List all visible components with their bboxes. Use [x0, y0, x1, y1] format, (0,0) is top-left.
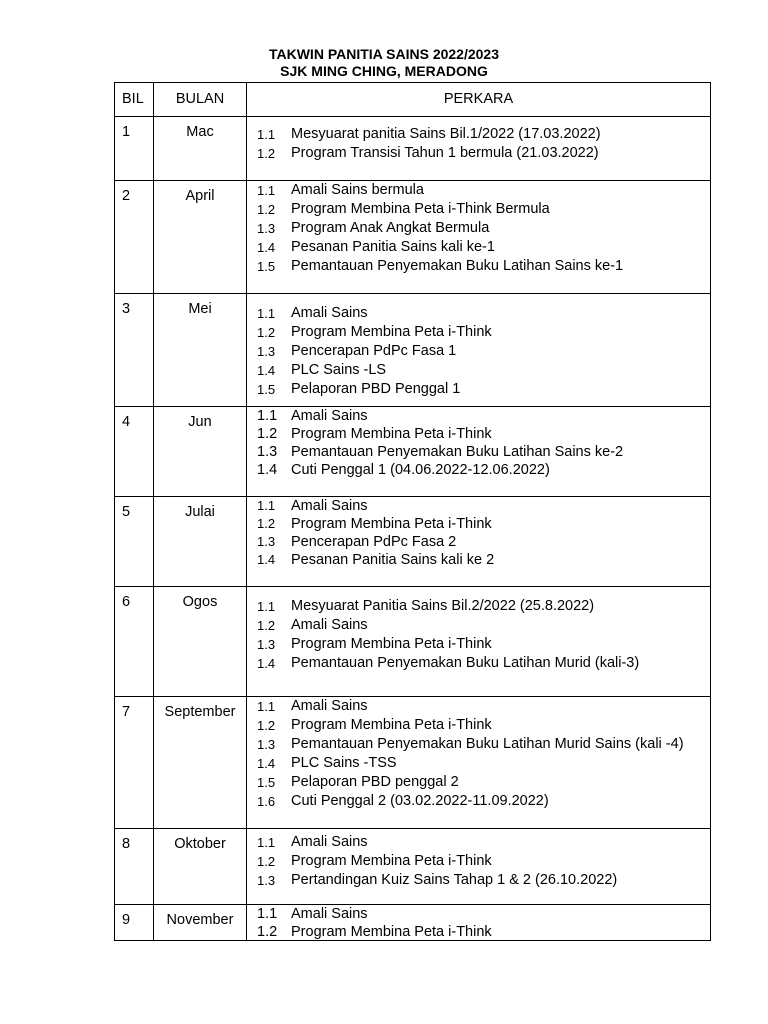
item-number: 1.2 — [257, 325, 276, 340]
item-text: Program Transisi Tahun 1 bermula (21.03.2022) — [291, 145, 599, 161]
item-number: 1.3 — [257, 637, 276, 652]
item-text: Program Membina Peta i-Think — [291, 924, 492, 940]
list-item — [257, 144, 601, 163]
row-perkara — [247, 829, 711, 905]
item-number: 1.2 — [257, 516, 276, 531]
row-bil: 7 — [115, 697, 154, 829]
row-bil: 4 — [115, 407, 154, 497]
list-item — [257, 833, 617, 852]
item-number: 1.2 — [257, 618, 276, 633]
row-bulan: Jun — [154, 407, 247, 497]
row-bil: 6 — [115, 587, 154, 697]
list-item — [257, 852, 617, 871]
list-item — [257, 497, 494, 515]
item-number: 1.4 — [257, 462, 278, 478]
document-subtitle: SJK MING CHING, MERADONG — [280, 63, 488, 79]
row-perkara — [247, 905, 711, 941]
item-number: 1.1 — [257, 183, 276, 198]
item-number: 1.1 — [257, 699, 276, 714]
list-item — [257, 773, 684, 792]
row-perkara — [247, 497, 711, 587]
item-text: Pesanan Panitia Sains kali ke 2 — [291, 552, 495, 568]
row-perkara — [247, 181, 711, 294]
list-item — [257, 616, 639, 635]
item-text: Pencerapan PdPc Fasa 2 — [291, 534, 457, 550]
item-number: 1.4 — [257, 656, 276, 671]
item-number: 1.2 — [257, 426, 278, 442]
header-perkara: PERKARA — [247, 83, 711, 117]
list-item — [257, 654, 639, 673]
list-item — [257, 238, 623, 257]
item-text: Amali Sains — [291, 617, 368, 633]
item-number: 1.2 — [257, 924, 278, 940]
item-text: Program Membina Peta i-Think — [291, 636, 492, 652]
item-text: Program Membina Peta i-Think — [291, 717, 492, 733]
item-number: 1.1 — [257, 835, 276, 850]
item-number: 1.1 — [257, 127, 276, 142]
row-perkara — [247, 117, 711, 181]
perkara-list — [257, 407, 623, 479]
item-text: Amali Sains — [291, 305, 368, 321]
item-number: 1.2 — [257, 854, 276, 869]
row-bil: 3 — [115, 294, 154, 407]
row-bulan: November — [154, 905, 247, 941]
item-number: 1.1 — [257, 408, 278, 424]
perkara-list — [257, 497, 494, 569]
item-text: Cuti Penggal 2 (03.02.2022-11.09.2022) — [291, 793, 549, 809]
list-item — [257, 380, 492, 399]
item-text: Amali Sains — [291, 834, 368, 850]
item-number: 1.3 — [257, 737, 276, 752]
perkara-list — [257, 905, 492, 941]
item-text: Mesyuarat Panitia Sains Bil.2/2022 (25.8.2022) — [291, 598, 595, 614]
item-text: Program Membina Peta i-Think — [291, 324, 492, 340]
row-bil: 8 — [115, 829, 154, 905]
item-number: 1.1 — [257, 906, 278, 922]
item-text: Amali Sains — [291, 408, 368, 424]
row-bil: 9 — [115, 905, 154, 941]
item-number: 1.2 — [257, 146, 276, 161]
item-number: 1.5 — [257, 382, 276, 397]
row-perkara — [247, 407, 711, 497]
row-perkara — [247, 697, 711, 829]
list-item — [257, 716, 684, 735]
item-text: Amali Sains — [291, 498, 368, 514]
list-item — [257, 323, 492, 342]
item-text: PLC Sains -TSS — [291, 755, 397, 771]
item-text: Amali Sains — [291, 906, 368, 922]
list-item — [257, 697, 684, 716]
list-item — [257, 407, 623, 425]
list-item — [257, 125, 601, 144]
item-text: Amali Sains bermula — [291, 182, 424, 198]
item-text: Program Membina Peta i-Think — [291, 426, 492, 442]
row-bil: 2 — [115, 181, 154, 294]
item-text: Cuti Penggal 1 (04.06.2022-12.06.2022) — [291, 462, 550, 478]
item-text: Pemantauan Penyemakan Buku Latihan Sains ke-1 — [291, 258, 624, 274]
list-item — [257, 905, 492, 923]
item-number: 1.5 — [257, 259, 276, 274]
list-item — [257, 754, 684, 773]
item-number: 1.4 — [257, 240, 276, 255]
item-text: Program Membina Peta i-Think — [291, 516, 492, 532]
list-item — [257, 635, 639, 654]
list-item — [257, 735, 684, 754]
perkara-list — [257, 181, 623, 276]
item-text: Pertandingan Kuiz Sains Tahap 1 & 2 (26.10.2022) — [291, 872, 618, 888]
item-number: 1.1 — [257, 498, 276, 513]
list-item — [257, 342, 492, 361]
item-number: 1.6 — [257, 794, 276, 809]
list-item — [257, 551, 494, 569]
list-item — [257, 461, 623, 479]
document-title: TAKWIN PANITIA SAINS 2022/2023 — [268, 46, 500, 62]
perkara-list — [257, 833, 617, 890]
list-item — [257, 597, 639, 616]
item-text: Program Anak Angkat Bermula — [291, 220, 490, 236]
item-number: 1.3 — [257, 221, 276, 236]
item-text: Pemantauan Penyemakan Buku Latihan Murid Sains (kali -4) — [291, 736, 684, 752]
row-bulan: September — [154, 697, 247, 829]
item-number: 1.1 — [257, 306, 276, 321]
item-text: Pemantauan Penyemakan Buku Latihan Murid (kali-3) — [291, 655, 640, 671]
list-item — [257, 515, 494, 533]
row-perkara — [247, 294, 711, 407]
list-item — [257, 443, 623, 461]
row-bulan: Oktober — [154, 829, 247, 905]
item-number: 1.2 — [257, 718, 276, 733]
item-text: Pencerapan PdPc Fasa 1 — [291, 343, 457, 359]
item-text: Amali Sains — [291, 698, 368, 714]
item-text: Mesyuarat panitia Sains Bil.1/2022 (17.03.2022) — [291, 126, 601, 142]
list-item — [257, 304, 492, 323]
item-number: 1.4 — [257, 756, 276, 771]
item-number: 1.3 — [257, 534, 276, 549]
item-number: 1.2 — [257, 202, 276, 217]
item-text: Pelaporan PBD penggal 2 — [291, 774, 459, 790]
item-number: 1.1 — [257, 599, 276, 614]
row-bulan: Mei — [154, 294, 247, 407]
item-number: 1.5 — [257, 775, 276, 790]
schedule-table — [114, 82, 711, 941]
item-text: Pemantauan Penyemakan Buku Latihan Sains ke-2 — [291, 444, 624, 460]
list-item — [257, 792, 684, 811]
list-item — [257, 257, 623, 276]
list-item — [257, 219, 623, 238]
perkara-list — [257, 125, 601, 163]
item-number: 1.3 — [257, 873, 276, 888]
item-number: 1.3 — [257, 444, 278, 460]
item-number: 1.4 — [257, 363, 276, 378]
list-item — [257, 533, 494, 551]
item-text: Pesanan Panitia Sains kali ke-1 — [291, 239, 495, 255]
list-item — [257, 871, 617, 890]
row-bulan: April — [154, 181, 247, 294]
row-perkara — [247, 587, 711, 697]
header-bulan: BULAN — [154, 83, 247, 117]
list-item — [257, 361, 492, 380]
item-number: 1.4 — [257, 552, 276, 567]
list-item — [257, 923, 492, 941]
row-bil: 1 — [115, 117, 154, 181]
item-number: 1.3 — [257, 344, 276, 359]
item-text: Pelaporan PBD Penggal 1 — [291, 381, 461, 397]
header-bil: BIL — [115, 83, 154, 117]
row-bulan: Mac — [154, 117, 247, 181]
row-bulan: Julai — [154, 497, 247, 587]
item-text: Program Membina Peta i-Think Bermula — [291, 201, 550, 217]
item-text: Program Membina Peta i-Think — [291, 853, 492, 869]
row-bulan: Ogos — [154, 587, 247, 697]
row-bil: 5 — [115, 497, 154, 587]
perkara-list — [257, 597, 639, 673]
perkara-list — [257, 697, 684, 811]
list-item — [257, 181, 623, 200]
list-item — [257, 425, 623, 443]
list-item — [257, 200, 623, 219]
perkara-list — [257, 304, 492, 399]
item-text: PLC Sains -LS — [291, 362, 387, 378]
